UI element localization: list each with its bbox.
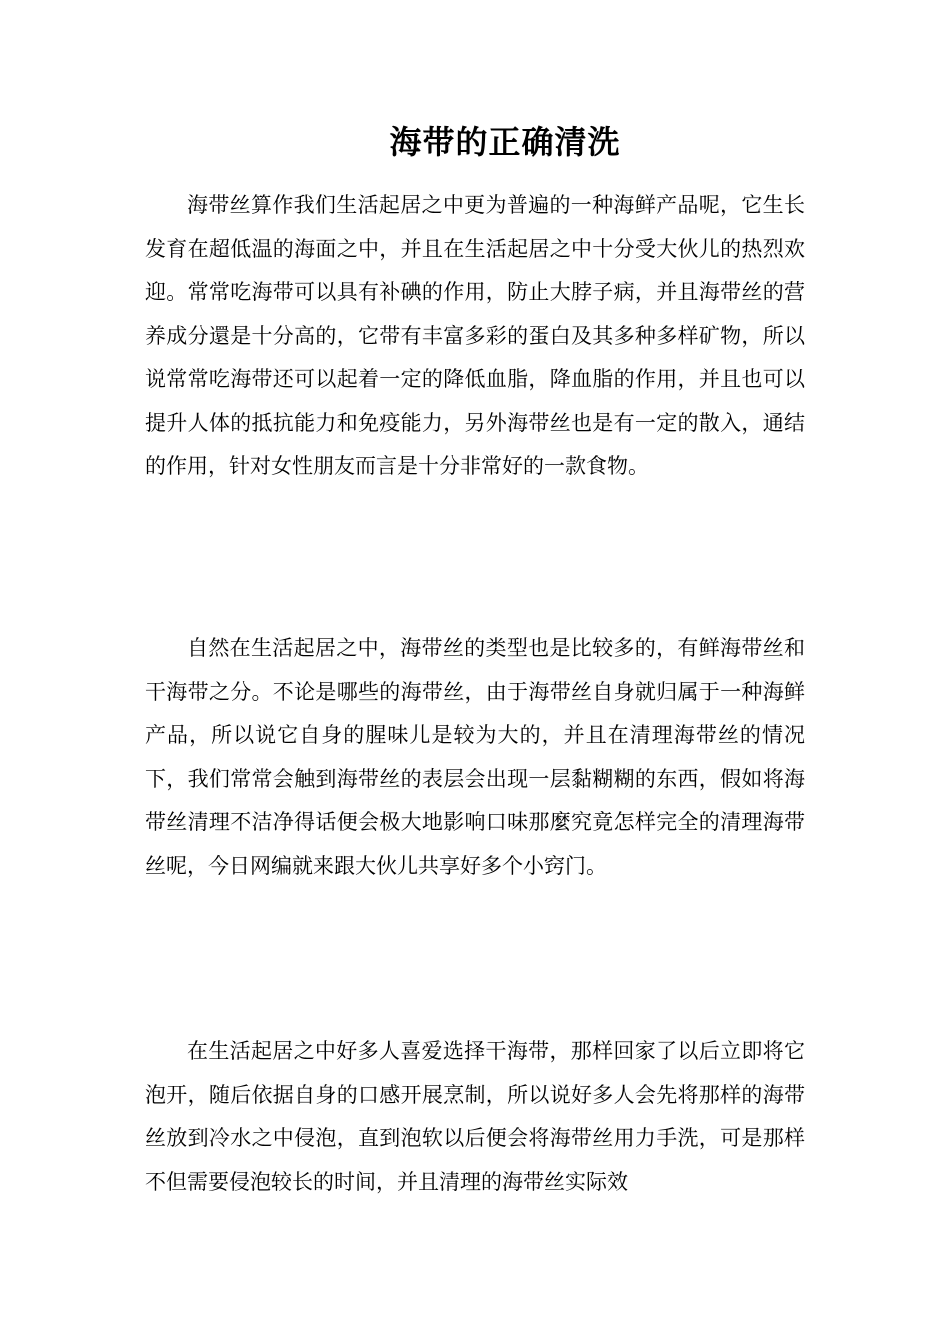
paragraph-types: 自然在生活起居之中，海带丝的类型也是比较多的，有鲜海带丝和干海带之分。不论是哪些的海带丝，由于海带丝自身就归属于一种海鲜产品，所以说它自身的腥味儿是较为大的，并且在清理海带丝的情况下，我们常常会触到海带丝的表层会出现一层黏糊糊的东西，假如将海带丝清理不洁净得话便会极大地影响口味那麼究竟怎样完全的清理海带丝呢，今日网编就来跟大伙儿共享好多个小窍门。 <box>145 636 805 878</box>
paragraph-cleaning: 在生活起居之中好多人喜爱选择干海带，那样回家了以后立即将它泡开，随后依据自身的口感开展烹制，所以说好多人会先将那样的海带丝放到冷水之中侵泡，直到泡软以后便会将海带丝用力手洗，可是那样不但需要侵泡较长的时间，并且清理的海带丝实际效 <box>145 1039 805 1194</box>
document-title: 海带的正确清洗 <box>389 123 621 161</box>
paragraph-intro: 海带丝算作我们生活起居之中更为普遍的一种海鲜产品呢，它生长发育在超低温的海面之中，并且在生活起居之中十分受大伙儿的热烈欢迎。常常吃海带可以具有补碘的作用，防止大脖子病，并且海带丝的营养成分還是十分高的，它带有丰富多彩的蛋白及其多种多样矿物，所以说常常吃海带还可以起着一定的降低血脂，降血脂的作用，并且也可以提升人体的抵抗能力和免疫能力，另外海带丝也是有一定的散入，通结的作用，针对女性朋友而言是十分非常好的一款食物。 <box>145 193 805 478</box>
